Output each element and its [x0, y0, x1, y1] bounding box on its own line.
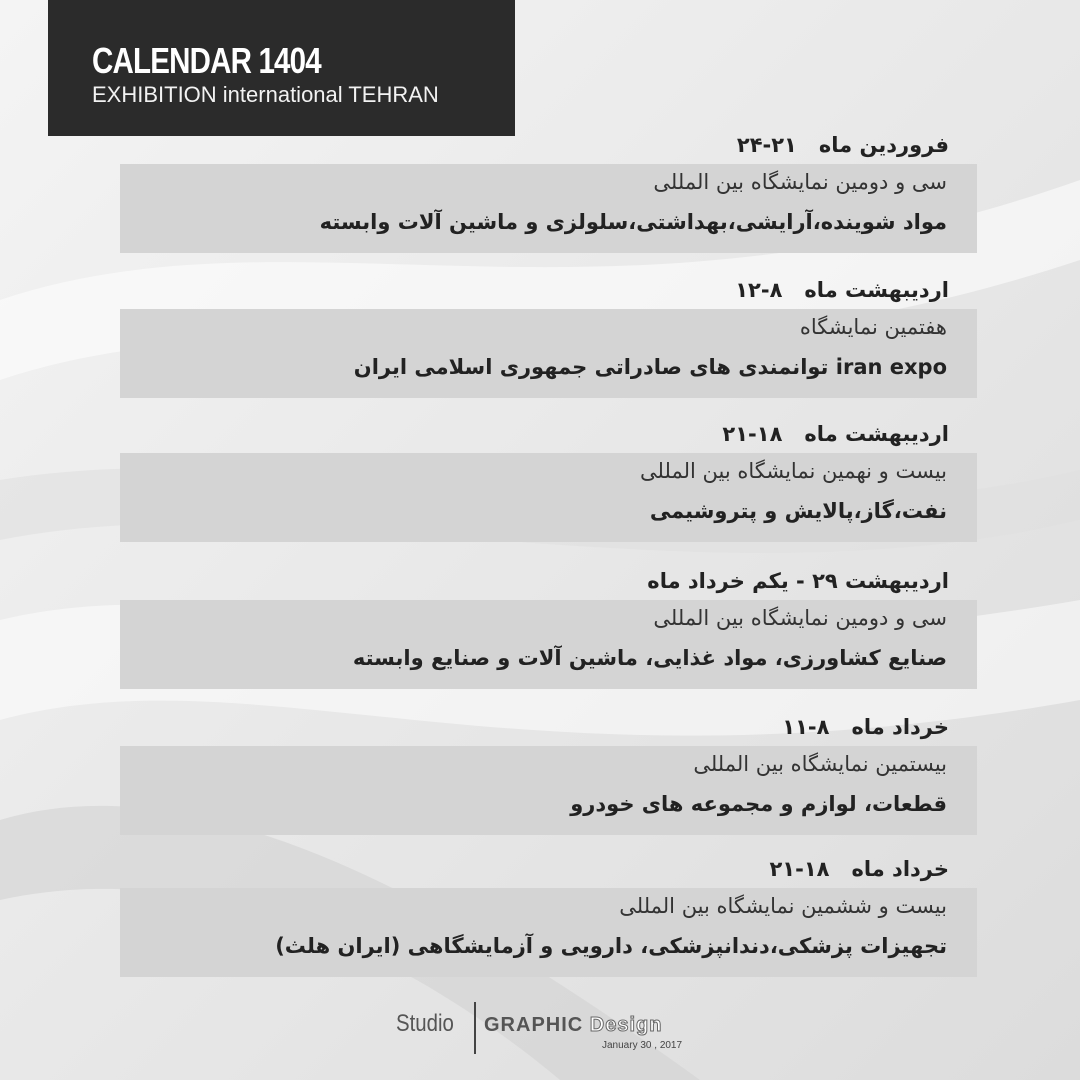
event-topic: صنایع کشاورزی، مواد غذایی، ماشین آلات و صنایع وابسته	[352, 646, 947, 670]
calendar-title: CALENDAR 1404	[92, 40, 321, 81]
event-topic: نفت،گاز،پالایش و پتروشیمی	[649, 499, 947, 523]
studio-text: Studio	[396, 1010, 454, 1037]
event-date: خرداد ماه۱۸-۲۱	[769, 857, 949, 881]
event-box	[120, 309, 977, 398]
event-edition: بیستمین نمایشگاه بین المللی	[693, 752, 947, 776]
event-edition: بیست و نهمین نمایشگاه بین المللی	[640, 459, 947, 483]
event-topic: iran expo توانمندی های صادراتی جمهوری اسلامی ایران	[353, 355, 947, 379]
event-topic: مواد شوینده،آرایشی،بهداشتی،سلولزی و ماشین آلات وابسته	[319, 210, 947, 234]
header-banner	[48, 0, 515, 136]
event-date: خرداد ماه۸-۱۱	[782, 715, 949, 739]
event-topic: قطعات، لوازم و مجموعه های خودرو	[570, 792, 947, 816]
event-box	[120, 888, 977, 977]
event-box	[120, 746, 977, 835]
event-edition: بیست و ششمین نمایشگاه بین المللی	[619, 894, 947, 918]
event-date: اردیبهشت ۲۹ - یکم خرداد ماه	[647, 569, 949, 593]
brand-text: GRAPHIC Design	[484, 1014, 663, 1036]
event-edition: سی و دومین نمایشگاه بین المللی	[653, 606, 947, 630]
logo-date: January 30 , 2017	[602, 1040, 683, 1051]
event-date: اردیبهشت ماه۱۸-۲۱	[722, 422, 949, 446]
event-topic: تجهیزات پزشکی،دندانپزشکی، دارویی و آزمایشگاهی (ایران هلث)	[275, 934, 947, 958]
event-box	[120, 453, 977, 542]
event-box	[120, 600, 977, 689]
event-edition: هفتمین نمایشگاه	[799, 315, 947, 339]
studio-logo	[396, 1002, 696, 1058]
event-box	[120, 164, 977, 253]
event-edition: سی و دومین نمایشگاه بین المللی	[653, 170, 947, 194]
logo-divider	[474, 1002, 476, 1054]
event-date: اردیبهشت ماه۸-۱۲	[735, 278, 949, 302]
calendar-subtitle: EXHIBITION international TEHRAN	[92, 82, 439, 107]
event-date: فروردین ماه۲۱-۲۴	[736, 133, 949, 157]
